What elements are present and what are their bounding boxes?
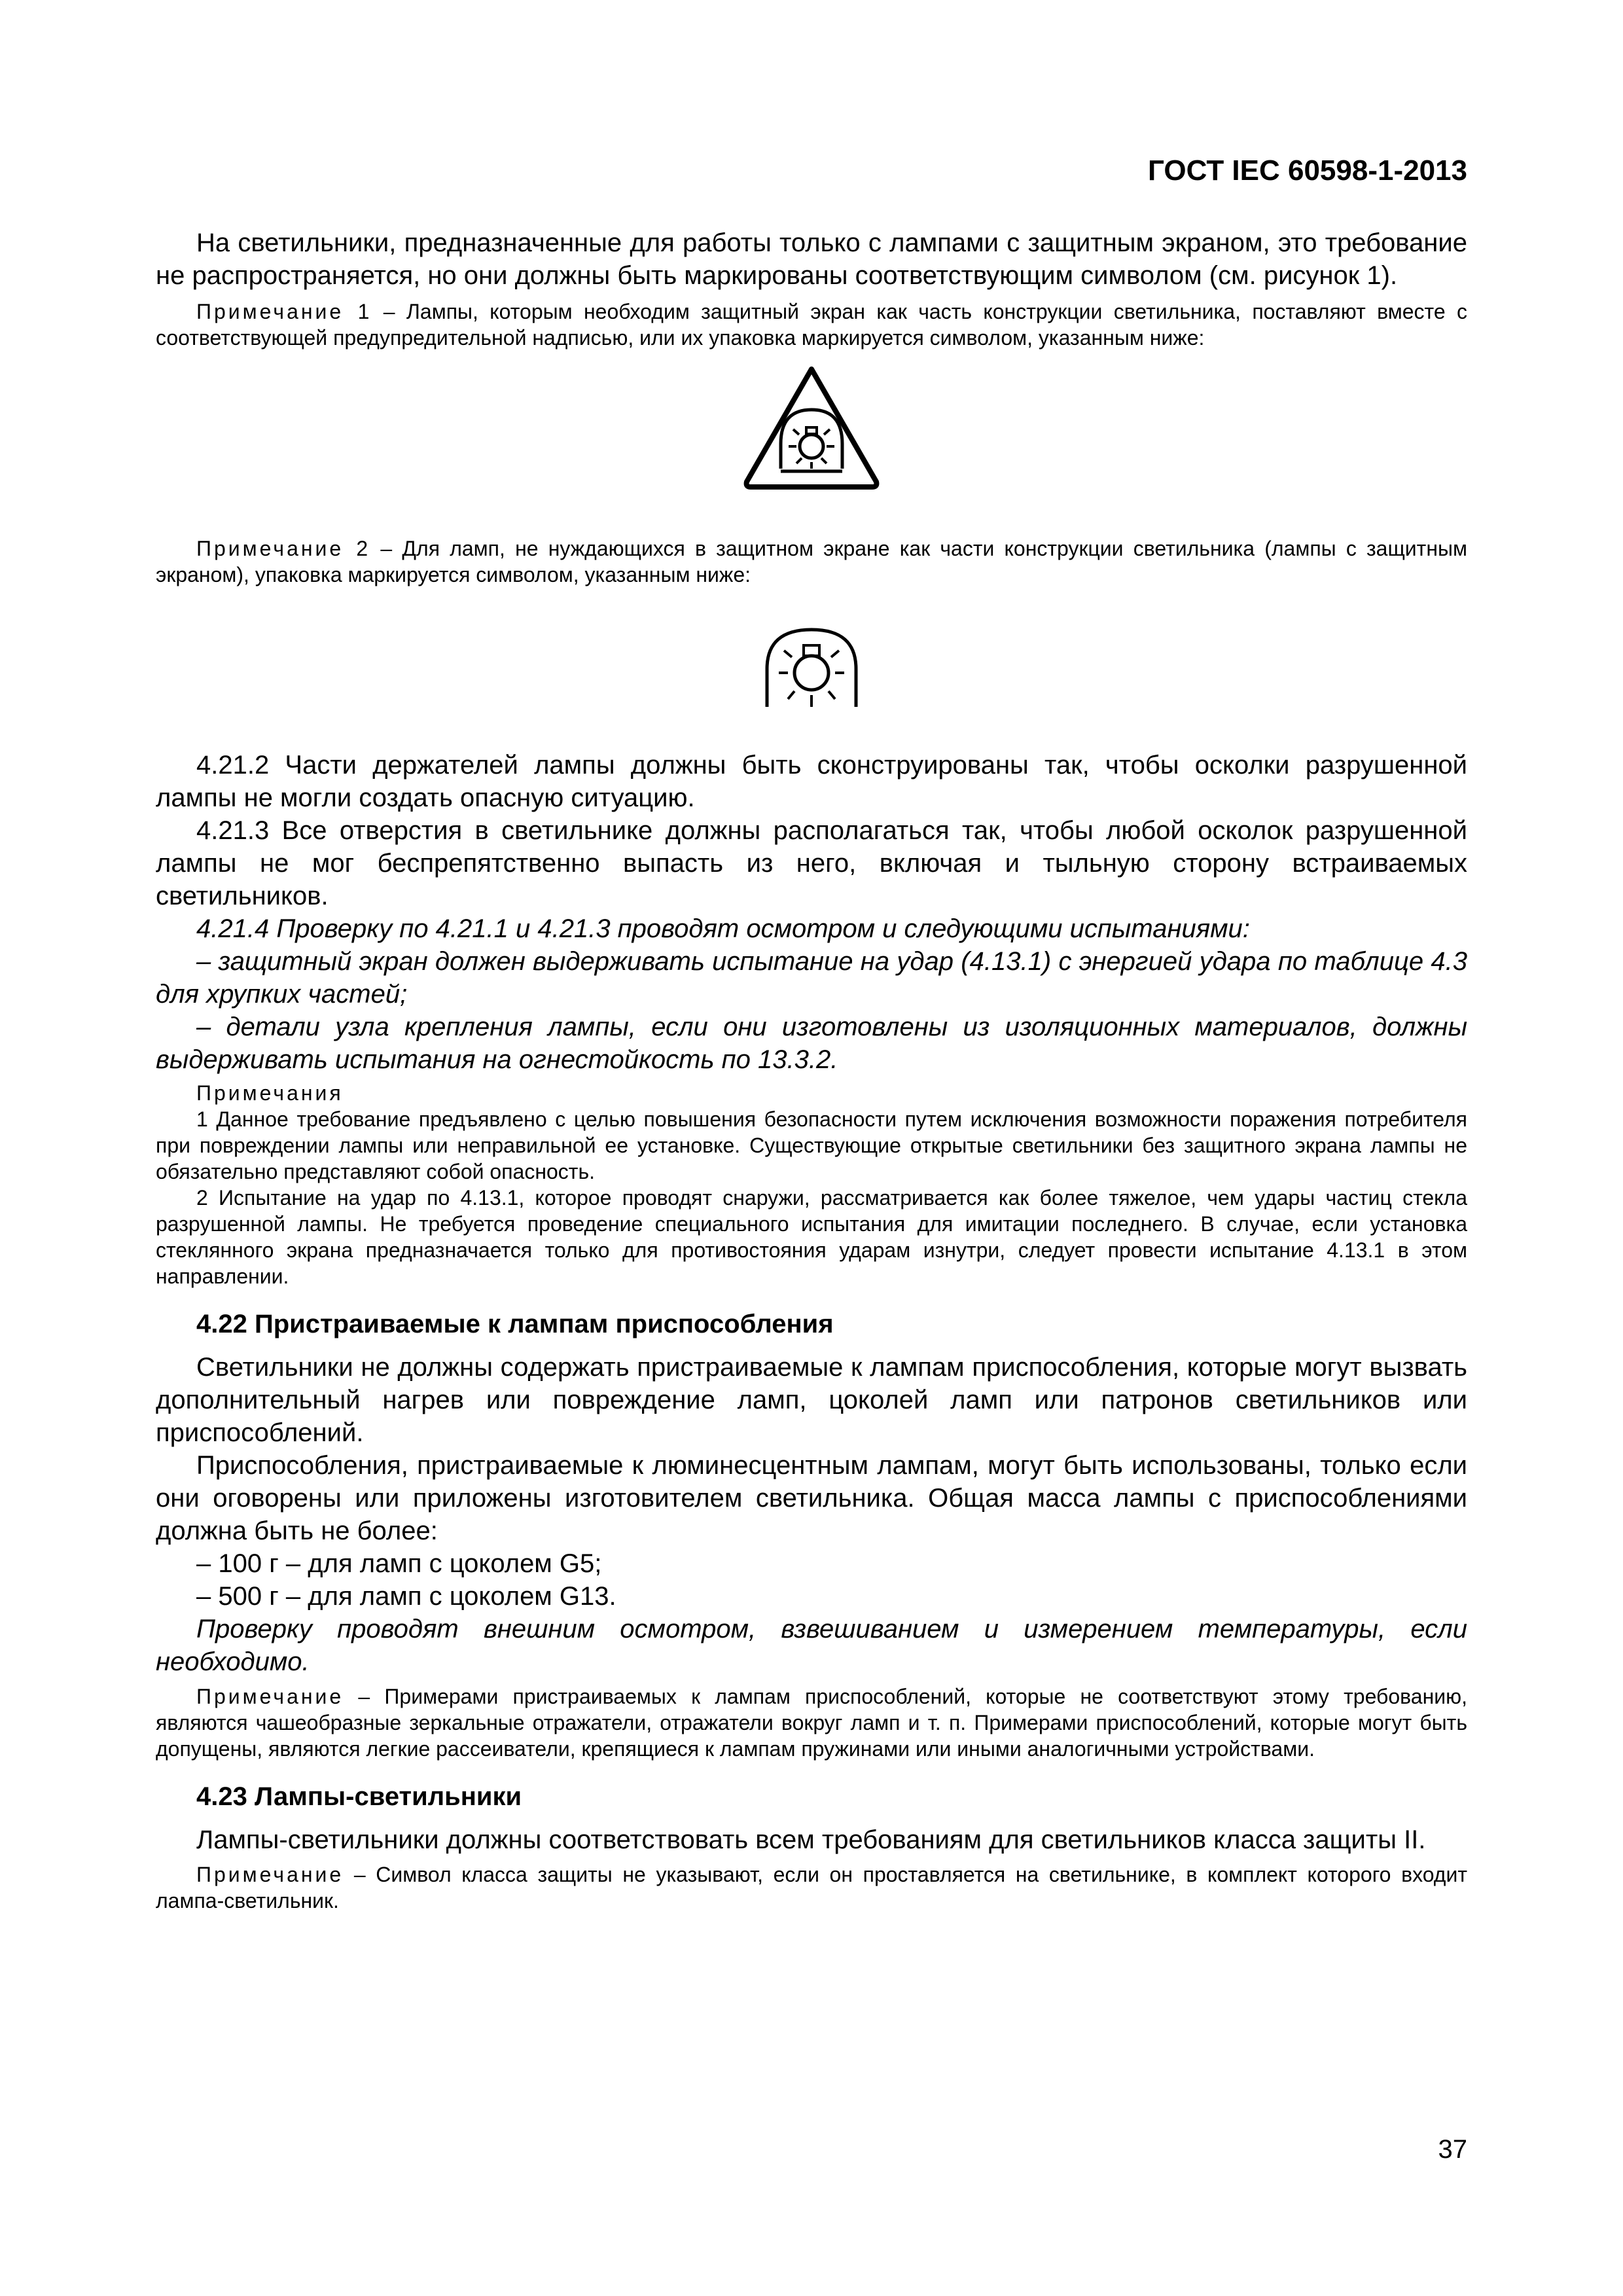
paragraph-4-21-3: 4.21.3 Все отверстия в светильнике должны располагаться так, чтобы любой осколок разрушенной лампы не мог беспрепятственно выпасть из него, включая и тыльную сторону встраиваемых светильников. (156, 816, 1467, 910)
paragraph-4-21-4: 4.21.4 Проверку по 4.21.1 и 4.21.3 проводят осмотром и следующими испытаниями: (196, 914, 1250, 943)
note-2-label: Примечание 2 (196, 537, 371, 560)
paragraph-4-22-a: Светильники не должны содержать пристраиваемые к лампам приспособления, которые могут вызвать дополнительный нагрев или повреждение ламп, цоколей ламп или патронов светильников или приспособлений. (156, 1353, 1467, 1447)
notes-item-1: 1 Данное требование предъявлено с целью повышения безопасности путем исключения возможности поражения потребителя при повреждении лампы или неправильной ее установке. Существующие открытые светильники без защитного экрана лампы не обязательно представляют собой опасность. (156, 1107, 1467, 1183)
note-1 (156, 298, 1467, 351)
paragraph-dash-2: – детали узла крепления лампы, если они изготовлены из изоляционных материалов, должны выдерживать испытания на огнестойкость по 13.3.2. (156, 1013, 1467, 1074)
paragraph-4-22-c: – 100 г – для ламп с цоколем G5; (196, 1549, 602, 1578)
note-3-text: – Примерами пристраиваемых к лампам приспособлений, которые не соответствуют этому требованию, являются чашеобразные зеркальные отражатели, отражатели вокруг ламп и т. п. Примерами приспособлений, которые могут быть допущены, являются легкие рассеиватели, крепящиеся к лампам пружинами или иными аналогичными устройствами. (156, 1685, 1467, 1761)
symbol-1-wrap (156, 364, 1467, 492)
document-header-id: ГОСТ IEC 60598-1-2013 (1148, 154, 1467, 187)
note-1-label: Примечание 1 (196, 300, 372, 323)
note-3 (156, 1683, 1467, 1762)
paragraph-4-22-d: – 500 г – для ламп с цоколем G13. (196, 1582, 616, 1611)
section-heading-4-23: 4.23 Лампы-светильники (196, 1782, 522, 1811)
paragraph-4-23: Лампы-светильники должны соответствовать всем требованиям для светильников класса защиты II. (196, 1825, 1426, 1854)
paragraph-intro: На светильники, предназначенные для работы только с лампами с защитным экраном, это требование не распространяется, но они должны быть маркированы соответствующим символом (см. рисунок 1). (156, 228, 1467, 290)
paragraph-dash-1: – защитный экран должен выдерживать испытание на удар (4.13.1) с энергией удара по таблице 4.3 для хрупких частей; (156, 947, 1467, 1009)
notes-heading (156, 1080, 1467, 1106)
paragraph-4-22-e: Проверку проводят внешним осмотром, взвешиванием и измерением температуры, если необходимо. (156, 1615, 1467, 1676)
notes-item-2: 2 Испытание на удар по 4.13.1, которое проводят снаружи, рассматривается как более тяжелое, чем удары частиц стекла разрушенной лампы. Не требуется проведение специального испытания для имитации последнего. В случае, если установка стеклянного экрана предназначается только для противостояния ударам изнутри, следует провести испытание 4.13.1 в этом направлении. (156, 1186, 1467, 1288)
note-1-text: – Лампы, которым необходим защитный экран как часть конструкции светильника, поставляют вместе с соответствующей предупредительной надписью, или их упаковка маркируется символом, указанным ниже: (156, 300, 1468, 350)
page-number: 37 (1438, 2135, 1467, 2164)
symbol-2-wrap (156, 622, 1467, 713)
section-heading-4-22: 4.22 Пристраиваемые к лампам приспособления (196, 1310, 834, 1338)
warning-triangle-lamp-icon (741, 364, 882, 492)
note-3-label: Примечание (196, 1685, 344, 1708)
notes-label: Примечания (196, 1081, 344, 1105)
note-4-text: – Символ класса защиты не указывают, если он проставляется на светильнике, в комплект которого входит лампа-светильник. (156, 1863, 1467, 1912)
note-4 (156, 1861, 1467, 1914)
paragraph-4-22-b: Приспособления, пристраиваемые к люминесцентным лампам, могут быть использованы, только если они оговорены или приложены изготовителем светильника. Общая масса лампы с приспособлениями должна быть не более: (156, 1451, 1467, 1545)
note-2 (156, 535, 1467, 588)
note-2-text: – Для ламп, не нуждающихся в защитном экране как части конструкции светильника (лампы с защитным экраном), упаковка маркируется символом, указанным ниже: (156, 537, 1468, 586)
page-content (156, 226, 1467, 1914)
shielded-lamp-icon (759, 622, 864, 713)
note-4-label: Примечание (196, 1863, 344, 1886)
paragraph-4-21-2: 4.21.2 Части держателей лампы должны быть сконструированы так, чтобы осколки разрушенной лампы не могли создать опасную ситуацию. (156, 751, 1467, 812)
